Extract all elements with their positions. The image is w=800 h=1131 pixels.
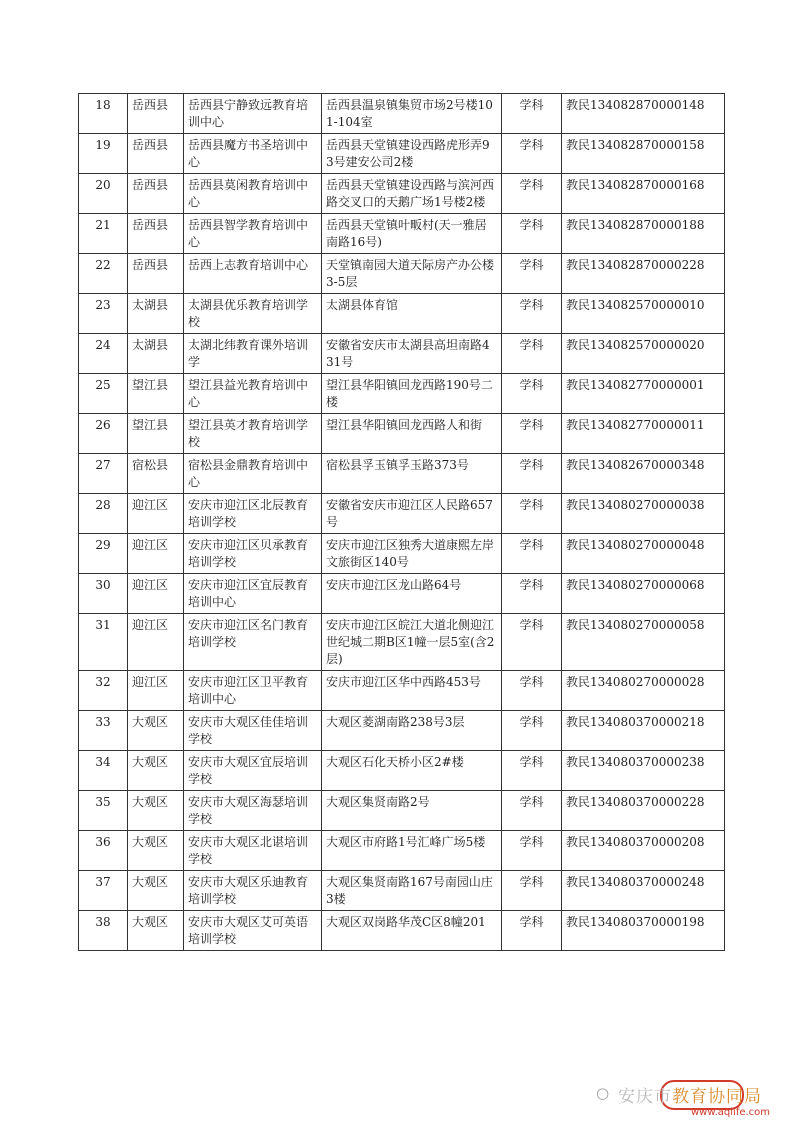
license-cell: 教民134082870000148 — [562, 94, 725, 134]
table-row — [79, 174, 725, 214]
category-cell: 学科 — [502, 374, 562, 414]
row-number: 19 — [79, 134, 128, 174]
table-row — [79, 791, 725, 831]
school-list-table — [78, 93, 725, 951]
table-body — [79, 94, 725, 951]
category-cell: 学科 — [502, 294, 562, 334]
category-cell: 学科 — [502, 711, 562, 751]
row-number: 35 — [79, 791, 128, 831]
category-cell: 学科 — [502, 94, 562, 134]
county-cell: 迎江区 — [128, 494, 184, 534]
address-cell: 岳西县温泉镇集贸市场2号楼101-104室 — [322, 94, 502, 134]
table-row — [79, 831, 725, 871]
license-cell: 教民134082870000168 — [562, 174, 725, 214]
county-cell: 大观区 — [128, 871, 184, 911]
license-cell: 教民134082770000011 — [562, 414, 725, 454]
address-cell: 大观区石化天桥小区2#楼 — [322, 751, 502, 791]
table-row — [79, 871, 725, 911]
address-cell: 岳西县天堂镇建设西路虎形弄93号建安公司2楼 — [322, 134, 502, 174]
address-cell: 大观区集贤南路2号 — [322, 791, 502, 831]
county-cell: 岳西县 — [128, 94, 184, 134]
table-row — [79, 134, 725, 174]
row-number: 34 — [79, 751, 128, 791]
license-cell: 教民134082570000010 — [562, 294, 725, 334]
category-cell: 学科 — [502, 334, 562, 374]
county-cell: 岳西县 — [128, 254, 184, 294]
license-cell: 教民134080270000028 — [562, 671, 725, 711]
county-cell: 大观区 — [128, 751, 184, 791]
category-cell: 学科 — [502, 494, 562, 534]
row-number: 31 — [79, 614, 128, 671]
category-cell: 学科 — [502, 751, 562, 791]
license-cell: 教民134082670000348 — [562, 454, 725, 494]
category-cell: 学科 — [502, 831, 562, 871]
institution-name-cell: 安庆市迎江区宜辰教育培训中心 — [184, 574, 322, 614]
category-cell: 学科 — [502, 614, 562, 671]
row-number: 18 — [79, 94, 128, 134]
license-cell: 教民134082870000158 — [562, 134, 725, 174]
license-cell: 教民134082870000188 — [562, 214, 725, 254]
address-cell: 望江县华阳镇回龙西路190号二楼 — [322, 374, 502, 414]
license-cell: 教民134080370000248 — [562, 871, 725, 911]
row-number: 24 — [79, 334, 128, 374]
license-cell: 教民134080270000048 — [562, 534, 725, 574]
table-row — [79, 574, 725, 614]
row-number: 33 — [79, 711, 128, 751]
license-cell: 教民134080370000198 — [562, 911, 725, 951]
address-cell: 安徽省安庆市太湖县高坦南路431号 — [322, 334, 502, 374]
institution-name-cell: 岳西县智学教育培训中心 — [184, 214, 322, 254]
address-cell: 宿松县孚玉镇孚玉路373号 — [322, 454, 502, 494]
address-cell: 安庆市迎江区华中西路453号 — [322, 671, 502, 711]
county-cell: 迎江区 — [128, 671, 184, 711]
category-cell: 学科 — [502, 414, 562, 454]
row-number: 36 — [79, 831, 128, 871]
license-cell: 教民134080270000058 — [562, 614, 725, 671]
table-row — [79, 614, 725, 671]
category-cell: 学科 — [502, 791, 562, 831]
institution-name-cell: 岳西县莫闲教育培训中心 — [184, 174, 322, 214]
county-cell: 望江县 — [128, 414, 184, 454]
category-cell: 学科 — [502, 871, 562, 911]
license-cell: 教民134080370000238 — [562, 751, 725, 791]
row-number: 30 — [79, 574, 128, 614]
table-row — [79, 671, 725, 711]
address-cell: 太湖县体育馆 — [322, 294, 502, 334]
category-cell: 学科 — [502, 134, 562, 174]
county-cell: 迎江区 — [128, 534, 184, 574]
watermark-url: www.aqlife.com — [691, 1107, 771, 1118]
category-cell: 学科 — [502, 254, 562, 294]
watermark-text: 安庆市教育协同局 — [618, 1087, 762, 1107]
county-cell: 大观区 — [128, 831, 184, 871]
institution-name-cell: 宿松县金鼎教育培训中心 — [184, 454, 322, 494]
address-cell: 岳西县天堂镇建设西路与滨河西路交叉口的天鹅广场1号楼2楼 — [322, 174, 502, 214]
table-row — [79, 534, 725, 574]
table-row — [79, 454, 725, 494]
county-cell: 太湖县 — [128, 334, 184, 374]
address-cell: 安庆市迎江区皖江大道北侧迎江世纪城二期B区1幢一层5室(含2层) — [322, 614, 502, 671]
county-cell: 大观区 — [128, 711, 184, 751]
institution-name-cell: 安庆市大观区宜辰培训学校 — [184, 751, 322, 791]
county-cell: 迎江区 — [128, 614, 184, 671]
license-cell: 教民134080270000038 — [562, 494, 725, 534]
address-cell: 大观区菱湖南路238号3层 — [322, 711, 502, 751]
table-row — [79, 711, 725, 751]
table-row — [79, 254, 725, 294]
institution-name-cell: 安庆市迎江区卫平教育培训中心 — [184, 671, 322, 711]
row-number: 21 — [79, 214, 128, 254]
wechat-icon: ○ — [596, 1084, 610, 1102]
county-cell: 望江县 — [128, 374, 184, 414]
school-list-table-wrap — [78, 93, 725, 951]
table-row — [79, 911, 725, 951]
county-cell: 太湖县 — [128, 294, 184, 334]
row-number: 27 — [79, 454, 128, 494]
watermark — [596, 1082, 800, 1126]
row-number: 22 — [79, 254, 128, 294]
address-cell: 大观区集贤南路167号南园山庄3楼 — [322, 871, 502, 911]
row-number: 23 — [79, 294, 128, 334]
institution-name-cell: 太湖北纬教育课外培训学 — [184, 334, 322, 374]
table-row — [79, 374, 725, 414]
address-cell: 安庆市迎江区独秀大道康熙左岸文旅街区140号 — [322, 534, 502, 574]
address-cell: 大观区市府路1号汇峰广场5楼 — [322, 831, 502, 871]
county-cell: 岳西县 — [128, 214, 184, 254]
row-number: 28 — [79, 494, 128, 534]
row-number: 26 — [79, 414, 128, 454]
institution-name-cell: 岳西上志教育培训中心 — [184, 254, 322, 294]
category-cell: 学科 — [502, 454, 562, 494]
institution-name-cell: 岳西县宁静致远教育培训中心 — [184, 94, 322, 134]
license-cell: 教民134080270000068 — [562, 574, 725, 614]
license-cell: 教民134080370000208 — [562, 831, 725, 871]
table-row — [79, 334, 725, 374]
institution-name-cell: 望江县英才教育培训学校 — [184, 414, 322, 454]
address-cell: 安庆市迎江区龙山路64号 — [322, 574, 502, 614]
category-cell: 学科 — [502, 671, 562, 711]
row-number: 25 — [79, 374, 128, 414]
address-cell: 天堂镇南园大道天际房产办公楼3-5层 — [322, 254, 502, 294]
category-cell: 学科 — [502, 174, 562, 214]
address-cell: 大观区双岗路华茂C区8幢201 — [322, 911, 502, 951]
table-row — [79, 294, 725, 334]
address-cell: 安徽省安庆市迎江区人民路657号 — [322, 494, 502, 534]
institution-name-cell: 安庆市大观区乐迪教育培训学校 — [184, 871, 322, 911]
license-cell: 教民134082870000228 — [562, 254, 725, 294]
county-cell: 岳西县 — [128, 134, 184, 174]
institution-name-cell: 安庆市大观区北谌培训学校 — [184, 831, 322, 871]
license-cell: 教民134080370000218 — [562, 711, 725, 751]
row-number: 38 — [79, 911, 128, 951]
license-cell: 教民134082570000020 — [562, 334, 725, 374]
county-cell: 宿松县 — [128, 454, 184, 494]
institution-name-cell: 安庆市大观区艾可英语培训学校 — [184, 911, 322, 951]
table-row — [79, 494, 725, 534]
county-cell: 大观区 — [128, 791, 184, 831]
category-cell: 学科 — [502, 214, 562, 254]
license-cell: 教民134082770000001 — [562, 374, 725, 414]
address-cell: 望江县华阳镇回龙西路人和街 — [322, 414, 502, 454]
county-cell: 岳西县 — [128, 174, 184, 214]
row-number: 32 — [79, 671, 128, 711]
institution-name-cell: 太湖县优乐教育培训学校 — [184, 294, 322, 334]
institution-name-cell: 安庆市迎江区北辰教育培训学校 — [184, 494, 322, 534]
institution-name-cell: 安庆市大观区海瑟培训学校 — [184, 791, 322, 831]
table-row — [79, 214, 725, 254]
row-number: 37 — [79, 871, 128, 911]
county-cell: 迎江区 — [128, 574, 184, 614]
county-cell: 大观区 — [128, 911, 184, 951]
category-cell: 学科 — [502, 534, 562, 574]
institution-name-cell: 安庆市迎江区名门教育培训学校 — [184, 614, 322, 671]
row-number: 20 — [79, 174, 128, 214]
row-number: 29 — [79, 534, 128, 574]
institution-name-cell: 安庆市迎江区贝承教育培训学校 — [184, 534, 322, 574]
license-cell: 教民134080370000228 — [562, 791, 725, 831]
table-row — [79, 751, 725, 791]
institution-name-cell: 望江县益光教育培训中心 — [184, 374, 322, 414]
institution-name-cell: 安庆市大观区佳佳培训学校 — [184, 711, 322, 751]
table-row — [79, 414, 725, 454]
institution-name-cell: 岳西县魔方书圣培训中心 — [184, 134, 322, 174]
category-cell: 学科 — [502, 911, 562, 951]
table-row — [79, 94, 725, 134]
address-cell: 岳西县天堂镇叶畈村(天一雅居南路16号) — [322, 214, 502, 254]
category-cell: 学科 — [502, 574, 562, 614]
